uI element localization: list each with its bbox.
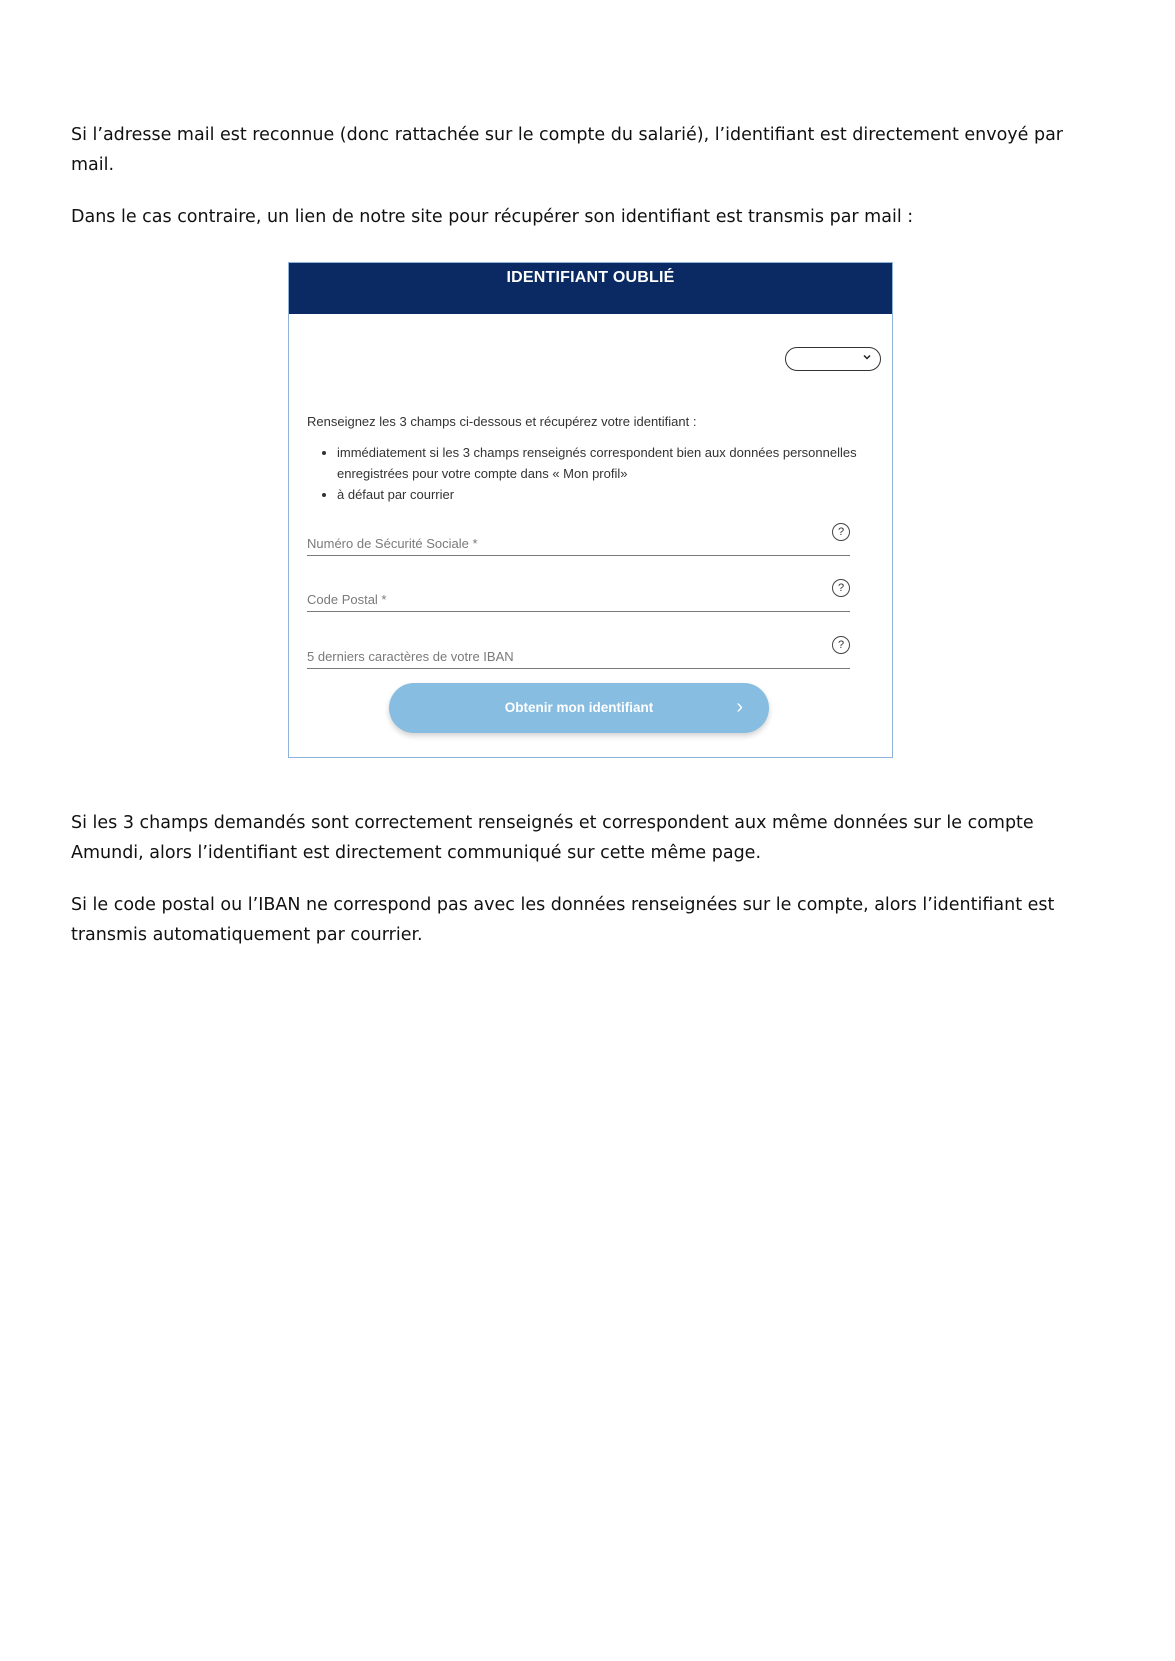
bullet-by-mail: • à défaut par courrier — [337, 484, 877, 505]
forgot-id-form-screenshot — [288, 262, 893, 758]
form-title: IDENTIFIANT OUBLIÉ — [289, 263, 892, 314]
form-bullet-list — [307, 442, 877, 505]
get-identifier-button[interactable] — [389, 683, 769, 733]
chevron-down-icon — [862, 351, 872, 367]
social-security-number-field[interactable] — [307, 523, 850, 556]
chevron-right-icon: › — [736, 696, 743, 718]
language-select[interactable] — [785, 347, 881, 371]
help-icon[interactable]: ? — [832, 636, 850, 654]
paragraph-fields-match: Si les 3 champs demandés sont correctement renseignés et correspondent aux même données sur le compte Amundi, alors l’identifiant est directement communiqué sur cette même page. — [71, 813, 1034, 863]
get-identifier-button-label: Obtenir mon identifiant — [504, 700, 654, 715]
help-icon[interactable]: ? — [832, 579, 850, 597]
social-security-number-placeholder: Numéro de Sécurité Sociale * — [307, 536, 478, 551]
paragraph-fields-mismatch: Si le code postal ou l’IBAN ne correspond pas avec les données renseignées sur le compte, alors l’identifiant est transmis automatiquement par courrier. — [71, 895, 1055, 945]
iban-last-chars-placeholder: 5 derniers caractères de votre IBAN — [307, 649, 514, 664]
help-icon[interactable]: ? — [832, 523, 850, 541]
bullet-immediately: • immédiatement si les 3 champs renseignés correspondent bien aux données personnelles enregistrées pour votre compte dans « Mon profil» — [337, 442, 877, 484]
paragraph-otherwise-link: Dans le cas contraire, un lien de notre site pour récupérer son identifiant est transmis par mail : — [71, 207, 914, 227]
postal-code-placeholder: Code Postal * — [307, 592, 387, 607]
form-intro: Renseignez les 3 champs ci-dessous et récupérez votre identifiant : — [307, 414, 697, 429]
iban-last-chars-field[interactable] — [307, 636, 850, 669]
paragraph-mail-recognized: Si l’adresse mail est reconnue (donc rattachée sur le compte du salarié), l’identifiant est directement envoyé par mail. — [71, 125, 1064, 175]
postal-code-field[interactable] — [307, 579, 850, 612]
